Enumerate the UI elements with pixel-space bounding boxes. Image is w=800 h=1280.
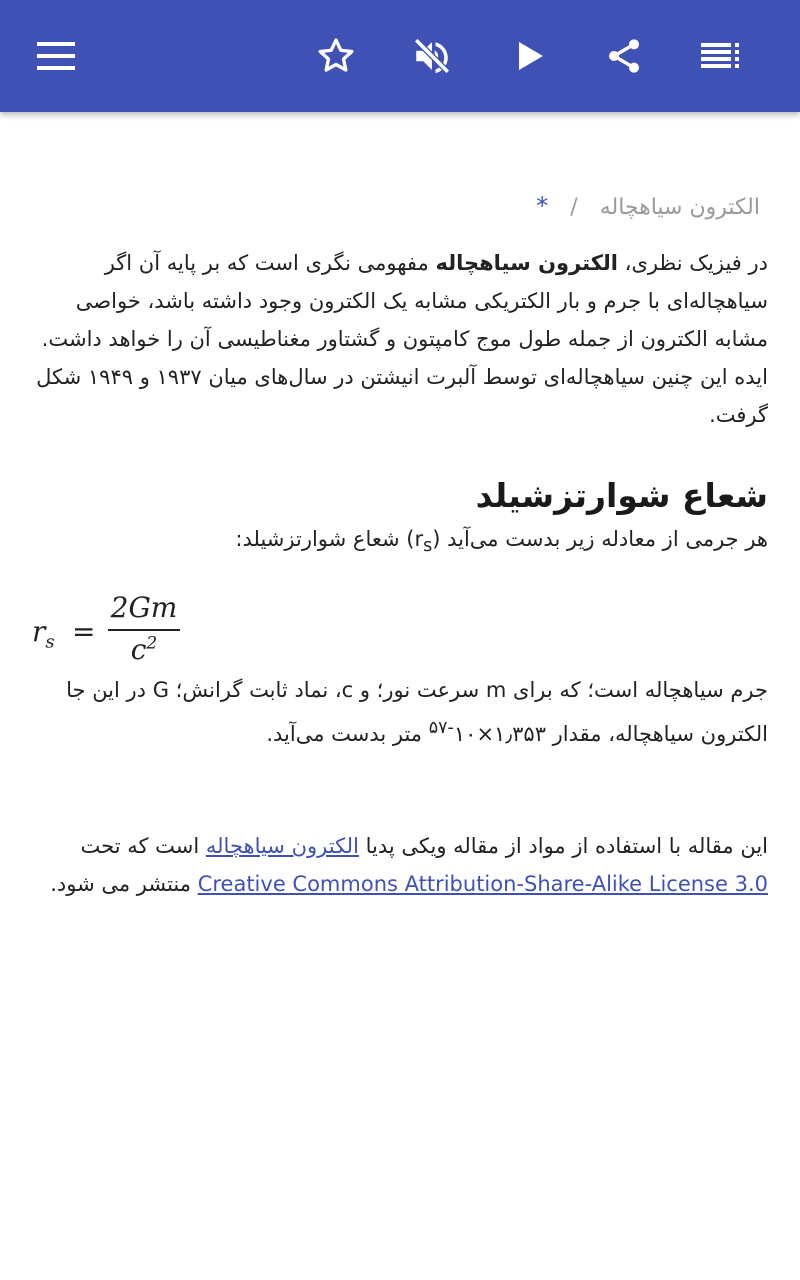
section-text-end: ) شعاع شوارتزشیلد: xyxy=(235,527,415,551)
attribution-text: این مقاله با استفاده از مواد از مقاله ویکی پدیا xyxy=(358,834,768,859)
intro-text: در فیزیک نظری، xyxy=(618,251,768,275)
schwarzschild-formula xyxy=(32,591,768,671)
explanation-exponent: -۵۷ xyxy=(428,718,454,739)
formula-lhs: $r_s$ xyxy=(32,615,55,653)
menu-button[interactable] xyxy=(28,28,84,84)
play-button[interactable] xyxy=(502,28,558,84)
formula-explanation xyxy=(32,671,768,753)
explanation-text-end: متر بدست می‌آید. xyxy=(266,722,429,747)
section-subscript: s xyxy=(423,536,433,557)
section-description xyxy=(32,520,768,565)
bookmark-button[interactable] xyxy=(308,28,364,84)
mute-button[interactable] xyxy=(404,28,460,84)
article-source-link[interactable]: الکترون سیاهچاله xyxy=(205,834,359,859)
attribution-text-end: منتشر می شود. xyxy=(50,872,198,897)
hamburger-menu-icon xyxy=(37,42,75,70)
share-button[interactable] xyxy=(596,28,652,84)
breadcrumb xyxy=(32,186,768,226)
star-outline-icon xyxy=(316,36,356,76)
share-icon xyxy=(604,36,644,76)
section-text: هر جرمی از معادله زیر بدست می‌آید (r xyxy=(414,527,768,551)
breadcrumb-separator: / xyxy=(570,195,578,220)
attribution xyxy=(32,827,768,903)
app-toolbar xyxy=(0,0,800,112)
play-icon xyxy=(515,40,545,72)
formula-equals: = xyxy=(72,615,96,649)
article-content xyxy=(32,160,768,924)
contents-button[interactable] xyxy=(692,28,748,84)
attribution-text-middle: است که تحت xyxy=(80,834,206,859)
formula-fraction-bar xyxy=(108,629,180,631)
intro-bold-term: الکترون سیاهچاله xyxy=(435,251,618,275)
breadcrumb-current: الکترون سیاهچاله xyxy=(599,195,760,220)
article-intro xyxy=(32,244,768,434)
table-of-contents-icon xyxy=(701,43,739,69)
explanation-text: جرم سیاهچاله است؛ که برای m سرعت نور؛ و c، نماد ثابت گرانش؛ G در این جا الکترون سیاهچاله، مقدار ۱٫۳۵۳×۱۰ xyxy=(66,678,768,747)
section-heading: شعاع شوارتزشیلد xyxy=(475,476,768,515)
breadcrumb-home-link[interactable]: * xyxy=(536,192,549,220)
intro-text-rest: مفهومی نگری است که بر پایه آن اگر سیاهچاله‌ای با جرم و بار الکتریکی مشابه یک الکترون وجود داشته باشد، خواصی مشابه الکترون از جمله طول موج کامپتون و گشتاور مغناطیسی آن را خواهد داشت. ایده این چنین سیاهچاله‌ای توسط آلبرت انیشتن در سال‌های میان ۱۹۳۷ و ۱۹۴۹ شکل گرفت. xyxy=(36,251,768,427)
formula-fraction xyxy=(108,591,180,666)
formula-numerator: 2Gm xyxy=(110,591,178,625)
volume-off-icon xyxy=(411,35,453,77)
formula-denominator: $c^2$ xyxy=(130,633,158,667)
license-link[interactable]: Creative Commons Attribution-Share-Alike License 3.0 xyxy=(197,872,768,897)
